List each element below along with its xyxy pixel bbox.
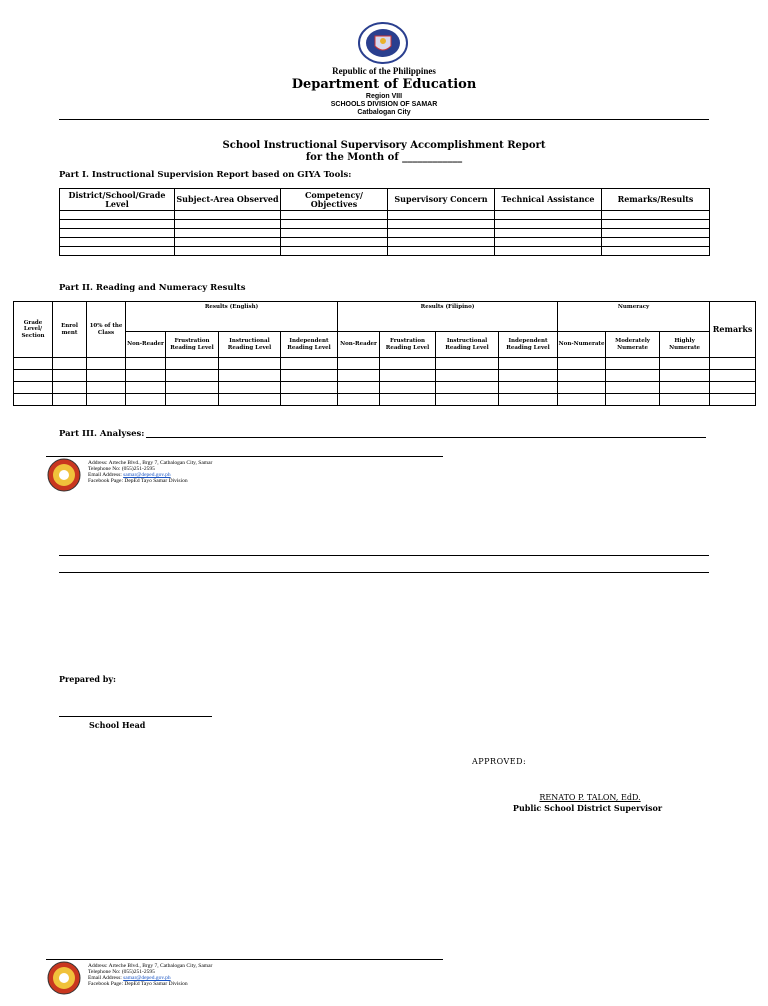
approved-label: APPROVED: (472, 757, 527, 766)
col-remarks: Remarks/Results (602, 189, 710, 211)
division-logo-icon (47, 458, 81, 492)
table-row (14, 394, 756, 406)
footer-telephone: Telephone No: (055)251-2595 (88, 466, 155, 472)
prepared-by-label: Prepared by: (59, 674, 116, 684)
signature-line[interactable] (59, 716, 212, 717)
table-cell[interactable] (495, 211, 602, 220)
table-cell[interactable] (175, 211, 281, 220)
table-cell[interactable] (281, 238, 388, 247)
table-cell[interactable] (281, 220, 388, 229)
table-cell[interactable] (436, 382, 499, 394)
table-cell[interactable] (166, 394, 219, 406)
table-row (60, 238, 710, 247)
table-row (14, 370, 756, 382)
table-cell[interactable] (602, 220, 710, 229)
col-grade-section: Grade Level/ Section (14, 302, 53, 358)
division-logo-icon (47, 961, 81, 995)
department-title: Department of Education (291, 77, 477, 92)
table-cell[interactable] (380, 394, 436, 406)
table-cell[interactable] (175, 247, 281, 256)
table-row (60, 220, 710, 229)
table-cell[interactable] (388, 229, 495, 238)
table-cell[interactable] (126, 382, 166, 394)
table-cell[interactable] (710, 370, 756, 382)
table-cell[interactable] (388, 247, 495, 256)
city-text: Catbalogan City (357, 109, 411, 116)
group-filipino: Results (Filipino) (338, 302, 558, 332)
table-cell[interactable] (126, 370, 166, 382)
col-fil-frustration: Frustration Reading Level (380, 332, 436, 358)
col-fil-independent: Independent Reading Level (499, 332, 558, 358)
approver-title: Public School District Supervisor (512, 803, 663, 813)
part1-header-row (60, 189, 710, 211)
table-cell[interactable] (660, 382, 710, 394)
table-row (60, 247, 710, 256)
table-cell[interactable] (87, 358, 126, 370)
table-cell[interactable] (60, 238, 175, 247)
table-cell[interactable] (606, 394, 660, 406)
table-cell[interactable] (606, 382, 660, 394)
col-enrolment: Enrol ment (53, 302, 87, 358)
table-cell[interactable] (87, 394, 126, 406)
table-cell[interactable] (660, 394, 710, 406)
table-cell[interactable] (166, 370, 219, 382)
table-cell[interactable] (388, 211, 495, 220)
table-cell[interactable] (87, 370, 126, 382)
table-cell[interactable] (380, 358, 436, 370)
table-cell[interactable] (281, 247, 388, 256)
report-title (0, 140, 768, 164)
table-cell[interactable] (558, 382, 606, 394)
col-concern: Supervisory Concern (388, 189, 495, 211)
table-cell[interactable] (126, 358, 166, 370)
col-remarks-2: Remarks (710, 302, 756, 358)
col-competency: Competency/ Objectives (281, 189, 388, 211)
table-cell[interactable] (53, 370, 87, 382)
table-cell[interactable] (660, 358, 710, 370)
table-cell[interactable] (495, 247, 602, 256)
approver-name: RENATO P. TALON, EdD. (539, 793, 641, 802)
report-month-line: for the Month of ____________ (305, 152, 463, 163)
table-cell[interactable] (338, 370, 380, 382)
table-cell[interactable] (380, 382, 436, 394)
table-cell[interactable] (602, 247, 710, 256)
table-cell[interactable] (60, 220, 175, 229)
table-cell[interactable] (380, 370, 436, 382)
table-cell[interactable] (53, 358, 87, 370)
footer-facebook: Facebook Page: DepEd Tayo Samar Division (88, 478, 188, 484)
col-fil-non-reader: Non-Reader (338, 332, 380, 358)
table-cell[interactable] (87, 382, 126, 394)
footer-divider (46, 959, 443, 960)
footer-email-link[interactable]: samar@deped.gov.ph (123, 975, 171, 981)
analyses-line[interactable] (146, 437, 706, 438)
table-cell[interactable] (338, 394, 380, 406)
table-cell[interactable] (281, 394, 338, 406)
footer-telephone: Telephone No: (055)251-2595 (88, 969, 155, 975)
table-cell[interactable] (495, 238, 602, 247)
table-cell[interactable] (53, 394, 87, 406)
part1-heading: Part I. Instructional Supervision Report based on GIYA Tools: (59, 170, 352, 180)
table-cell[interactable] (436, 370, 499, 382)
footer-contact (88, 963, 212, 987)
table-cell[interactable] (602, 238, 710, 247)
header-divider (59, 119, 709, 120)
footer-email-label: Email Address: (88, 472, 124, 478)
table-cell[interactable] (499, 382, 558, 394)
deped-seal-icon (356, 22, 410, 64)
table-row (60, 229, 710, 238)
table-cell[interactable] (606, 358, 660, 370)
table-row (60, 211, 710, 220)
col-ten-percent: 10% of the Class (87, 302, 126, 358)
table-cell[interactable] (558, 358, 606, 370)
table-cell[interactable] (281, 211, 388, 220)
table-cell[interactable] (175, 220, 281, 229)
analyses-line[interactable] (59, 555, 709, 556)
table-cell[interactable] (388, 238, 495, 247)
table-cell[interactable] (14, 382, 53, 394)
table-cell[interactable] (338, 358, 380, 370)
table-row (14, 358, 756, 370)
table-cell[interactable] (53, 382, 87, 394)
table-cell[interactable] (436, 394, 499, 406)
analyses-line[interactable] (59, 572, 709, 573)
col-eng-non-reader: Non-Reader (126, 332, 166, 358)
table-cell[interactable] (606, 370, 660, 382)
table-cell[interactable] (281, 370, 338, 382)
col-eng-instructional: Instructional Reading Level (219, 332, 281, 358)
table-cell[interactable] (710, 358, 756, 370)
table-cell[interactable] (281, 382, 338, 394)
table-cell[interactable] (710, 382, 756, 394)
footer-facebook: Facebook Page: DepEd Tayo Samar Division (88, 981, 188, 987)
footer-email-link[interactable]: samar@deped.gov.ph (123, 472, 171, 478)
table-cell[interactable] (602, 211, 710, 220)
region-text: Region VIII (365, 93, 403, 100)
footer-divider (46, 456, 443, 457)
part2-header-row-1 (14, 302, 756, 332)
table-cell[interactable] (558, 394, 606, 406)
table-cell[interactable] (436, 358, 499, 370)
table-cell[interactable] (166, 358, 219, 370)
table-row (14, 382, 756, 394)
table-cell[interactable] (14, 358, 53, 370)
table-cell[interactable] (499, 370, 558, 382)
division-text: SCHOOLS DIVISION OF SAMAR (330, 101, 438, 108)
table-cell[interactable] (219, 358, 281, 370)
part2-header-row-2 (14, 332, 756, 358)
part2-table (13, 301, 756, 406)
col-fil-instructional: Instructional Reading Level (436, 332, 499, 358)
part1-table (59, 188, 710, 256)
table-cell[interactable] (126, 394, 166, 406)
group-numeracy: Numeracy (558, 302, 710, 332)
table-cell[interactable] (495, 220, 602, 229)
table-cell[interactable] (281, 358, 338, 370)
col-num-high: Highly Numerate (660, 332, 710, 358)
table-cell[interactable] (281, 229, 388, 238)
col-num-moderate: Moderately Numerate (606, 332, 660, 358)
republic-text: Republic of the Philippines (332, 66, 436, 76)
group-english: Results (English) (126, 302, 338, 332)
footer-contact (88, 460, 212, 484)
table-cell[interactable] (166, 382, 219, 394)
table-cell[interactable] (495, 229, 602, 238)
table-cell[interactable] (558, 370, 606, 382)
report-title-main: School Instructional Supervisory Accomplishment Report (222, 140, 546, 151)
col-num-non: Non-Numerate (558, 332, 606, 358)
footer-email-label: Email Address: (88, 975, 124, 981)
table-cell[interactable] (710, 394, 756, 406)
table-cell[interactable] (499, 394, 558, 406)
col-assistance: Technical Assistance (495, 189, 602, 211)
footer-address: Address: Arteche Blvd., Brgy 7, Catbalogan City, Samar (88, 963, 213, 969)
table-cell[interactable] (338, 382, 380, 394)
table-cell[interactable] (388, 220, 495, 229)
table-cell[interactable] (60, 229, 175, 238)
part2-heading: Part II. Reading and Numeracy Results (59, 283, 246, 293)
table-cell[interactable] (175, 238, 281, 247)
table-cell[interactable] (219, 394, 281, 406)
table-cell[interactable] (219, 382, 281, 394)
table-cell[interactable] (14, 394, 53, 406)
col-district: District/School/Grade Level (60, 189, 175, 211)
part3-heading: Part III. Analyses: (59, 429, 145, 439)
col-eng-frustration: Frustration Reading Level (166, 332, 219, 358)
table-cell[interactable] (175, 229, 281, 238)
table-cell[interactable] (60, 247, 175, 256)
table-cell[interactable] (660, 370, 710, 382)
col-subject: Subject-Area Observed (175, 189, 281, 211)
footer-address: Address: Arteche Blvd., Brgy 7, Catbalogan City, Samar (88, 460, 213, 466)
table-cell[interactable] (602, 229, 710, 238)
school-head-label: School Head (89, 720, 146, 730)
table-cell[interactable] (60, 211, 175, 220)
table-cell[interactable] (14, 370, 53, 382)
table-cell[interactable] (499, 358, 558, 370)
col-eng-independent: Independent Reading Level (281, 332, 338, 358)
table-cell[interactable] (219, 370, 281, 382)
